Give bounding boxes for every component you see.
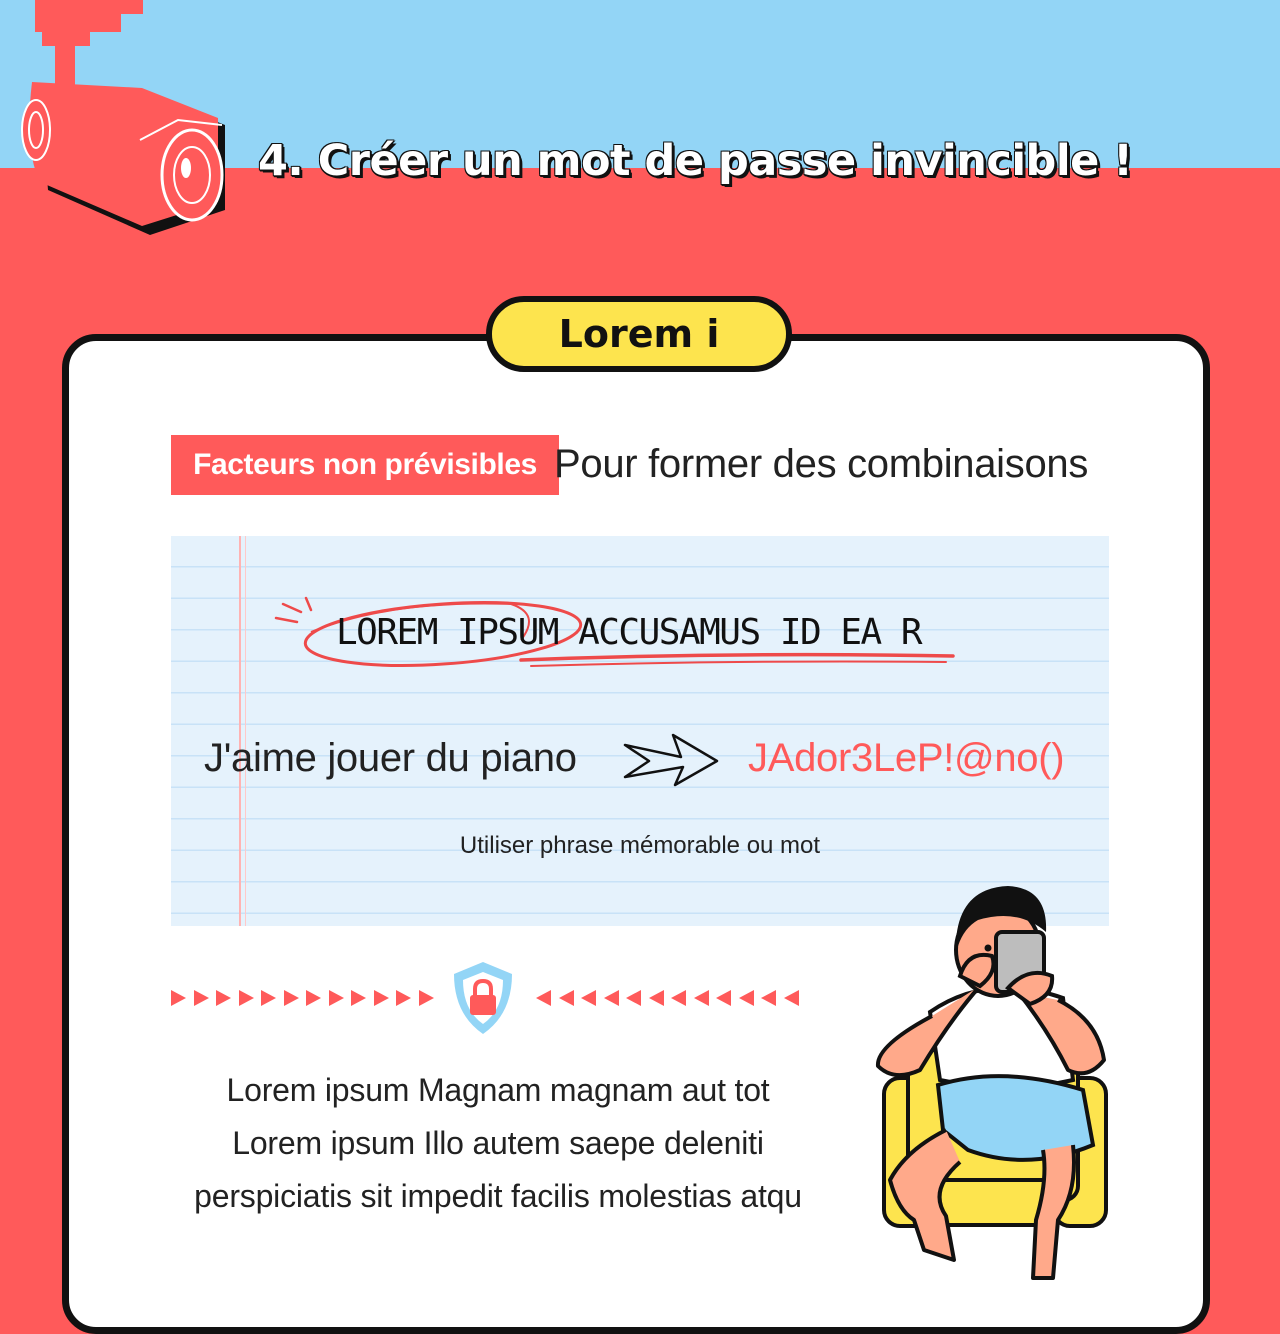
page-title: 4. Créer un mot de passe invincible ! [258,136,1133,186]
body-line: Lorem ipsum Illo autem saepe deleniti [232,1125,764,1161]
security-camera-icon [0,0,245,240]
hint-text: Utiliser phrase mémorable ou mot [459,832,821,859]
triangle-row-left [171,990,434,1006]
handwritten-text: LOREM IPSUM ACCUSAMUS ID EA R [336,612,922,653]
strong-password-example: JAdor3LeP!@no() [748,736,1065,780]
body-paragraph [171,1064,825,1223]
arrow-right-icon [621,731,721,791]
factor-badge: Facteurs non prévisibles [171,435,559,495]
shield-lock-icon [448,958,518,1038]
section-subtitle: Pour former des combinaisons [554,442,1089,486]
notebook-panel [171,536,1109,926]
shield-divider [171,958,806,1038]
memorable-phrase: J'aime jouer du piano [204,736,577,780]
section-pill: Lorem i [486,296,792,372]
body-line: perspiciatis sit impedit facilis molestias atqu [194,1178,802,1214]
body-line: Lorem ipsum Magnam magnam aut tot [226,1072,770,1108]
person-on-phone-illustration [868,880,1118,1280]
triangle-row-right [536,990,799,1006]
